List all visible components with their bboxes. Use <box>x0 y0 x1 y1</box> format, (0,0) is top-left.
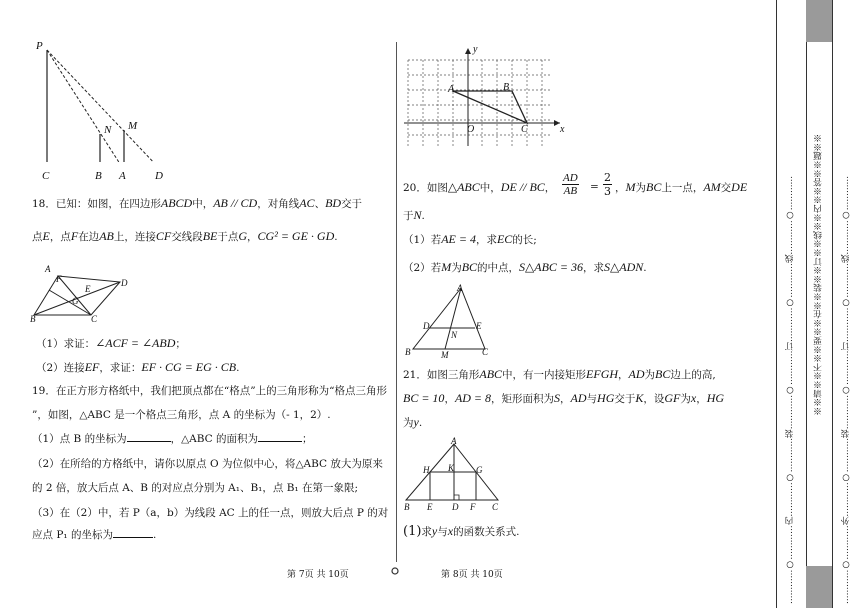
left-page-footer: 第 7页 共 10页 <box>287 570 349 580</box>
binding-line-inner <box>806 0 807 608</box>
q20-label-M: M <box>441 350 449 360</box>
fig-label-N: N <box>104 124 112 136</box>
q20-sub2: （2）若M为BC的中点，S△ABC = 36，求S△ADN. <box>403 260 647 274</box>
q18-line2: 点E，点F在边AB上，连接CF交线段BE于点G，CG² = GE · GD. <box>32 229 338 243</box>
coordinate-grid-figure <box>400 46 570 146</box>
q20-sub1: （1）若AE = 4，求EC的长; <box>403 232 537 246</box>
fig-label-P: P <box>36 40 43 52</box>
q19-line1: 19．在正方形方格纸中，我们把顶点都在“格点”上的三角形称为“格点三角形 <box>32 385 387 397</box>
q18-sub1: （1）求证：∠ACF = ∠ABD； <box>36 336 186 350</box>
q21-label-K: K <box>448 463 455 473</box>
q20-line1: 20．如图△ABC中，DE // BC， <box>403 180 556 194</box>
binding-outer-dotted-line: …………○…………外…………○…………装…………○…………订…………○…………线…………○………… <box>841 175 851 604</box>
q20-line2: 于N. <box>403 208 425 222</box>
answer-blank-b[interactable] <box>127 441 171 442</box>
q21-label-G: G <box>476 465 483 475</box>
binding-line-mid <box>832 0 833 608</box>
q18-label-G: G <box>72 296 79 306</box>
fig-label-M: M <box>128 120 138 132</box>
q20-line1-rest: ，M为BC上一点，AM交DE <box>615 180 748 194</box>
grid-label-y: y <box>473 44 478 55</box>
q21-line3: 为y. <box>403 415 423 429</box>
q21-sub1: (1)求y与x的函数关系式. <box>403 524 520 539</box>
fraction-two-thirds: 2 3 <box>604 171 611 198</box>
q21-line1: 21．如图三角形ABC中，有一内接矩形EFGH，AD为BC边上的高, <box>403 367 716 381</box>
binding-line-left <box>776 0 777 608</box>
q19-line2: ”，如图，△ABC 是一个格点三角形，点 A 的坐标为（- 1，2）. <box>32 409 331 421</box>
q18-label-F: F <box>56 274 62 284</box>
grid-label-A: A <box>448 84 455 95</box>
shadow-figure <box>28 40 188 162</box>
q20-label-B: B <box>405 347 411 357</box>
grid-label-B: B <box>503 82 510 93</box>
grid-label-O: O <box>467 124 475 135</box>
q18-label-B: B <box>30 314 36 324</box>
q21-label-A: A <box>451 436 457 446</box>
q18-label-D: D <box>121 278 128 288</box>
q20-label-C: C <box>482 347 489 357</box>
page-divider <box>396 42 397 562</box>
grid-label-C: C <box>521 124 528 135</box>
binding-gray-top <box>806 0 832 42</box>
q20-label-N: N <box>451 330 458 340</box>
right-page-footer: 第 8页 共 10页 <box>441 570 503 580</box>
q20-eq: = <box>590 181 599 193</box>
quadrilateral-figure <box>28 262 132 322</box>
answer-blank-area[interactable] <box>258 441 302 442</box>
q21-label-B: B <box>404 502 410 512</box>
q18-sub2: （2）连接EF，求证：EF · CG = EG · CB. <box>36 360 240 374</box>
q21-label-D: D <box>452 502 459 512</box>
fraction-ad-ab: AD AB <box>563 172 578 197</box>
q21-label-F: F <box>470 502 476 512</box>
q21-label-H: H <box>423 465 430 475</box>
answer-blank-p1[interactable] <box>113 537 153 538</box>
q18-line1: 18．已知：如图，在四边形ABCD中，AB // CD，对角线AC、BD交于 <box>32 196 363 210</box>
q20-label-D: D <box>423 321 430 331</box>
q18-label-A: A <box>45 264 51 274</box>
q19-sub2-line1: （2）在所给的方格纸中，请你以原点 O 为位似中心，将△ABC 放大为原来 <box>32 458 383 470</box>
q21-label-C: C <box>492 502 499 512</box>
q21-label-E: E <box>427 502 433 512</box>
q19-sub3-line1: （3）在（2）中，若 P（a，b）为线段 AC 上的任一点，则放大后点 P 的对 <box>32 507 389 519</box>
q18-label-C: C <box>91 314 98 324</box>
q19-sub1: （1）点 B 的坐标为 ，△ABC 的面积为 ； <box>32 433 313 445</box>
grid-label-x: x <box>560 124 565 135</box>
q20-label-A: A <box>457 283 463 293</box>
fig-label-C: C <box>42 170 50 182</box>
q21-line2: BC = 10，AD = 8，矩形面积为S，AD与HG交于K，设GF为x，HG <box>403 391 725 405</box>
q18-label-E: E <box>85 284 91 294</box>
q20-label-E: E <box>476 321 482 331</box>
triangle-de-figure <box>405 284 495 354</box>
binding-gray-bottom <box>806 566 832 608</box>
q19-sub3-line2: 应点 P₁ 的坐标为 . <box>32 529 157 541</box>
fig-label-B: B <box>95 170 102 182</box>
fig-label-A: A <box>119 170 126 182</box>
binding-warning: ※※请※※不※※要※※在※※装※※订※※线※※内※※答※※题※※ <box>814 134 824 416</box>
q19-sub2-line2: 的 2 倍，放大后点 A、B 的对应点分别为 A₁、B₁，点 B₁ 在第一象限; <box>32 482 359 494</box>
fig-label-D: D <box>155 170 163 182</box>
page-center-dot <box>390 566 400 576</box>
binding-inner-dotted-line: …………○…………内…………○…………装…………○…………订…………○…………线…………○………… <box>785 175 795 604</box>
